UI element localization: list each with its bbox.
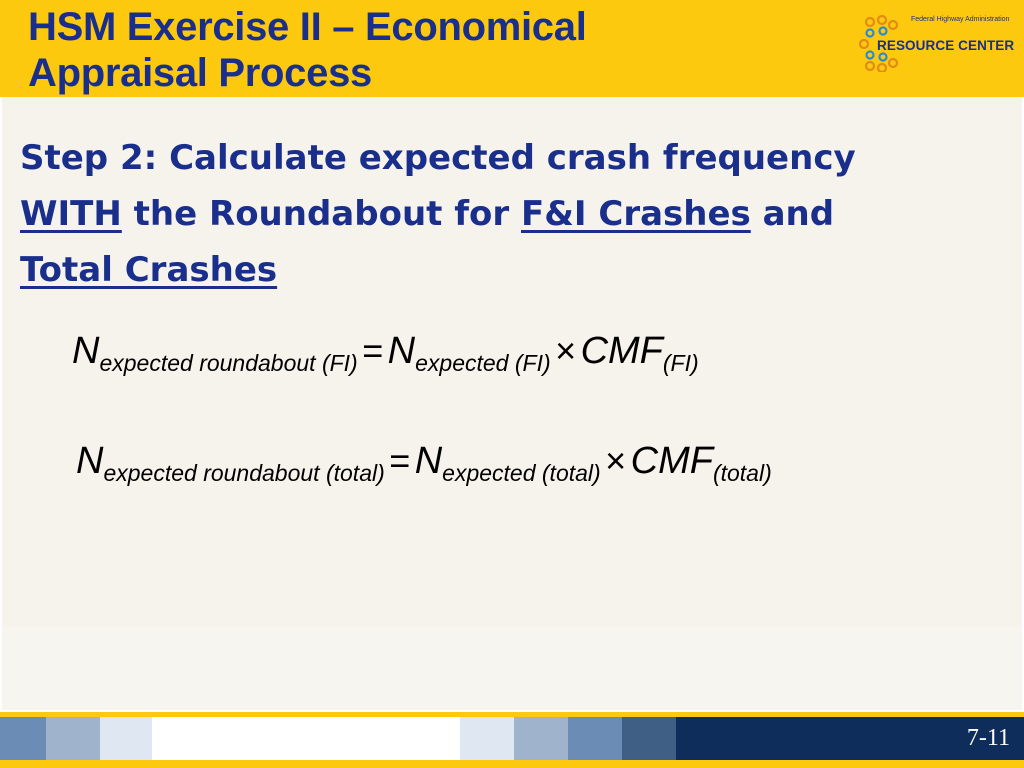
eq1-times: × — [555, 330, 577, 371]
eq1-lhs-subscript: expected roundabout (FI) — [99, 350, 358, 376]
step-fi-crashes: F&I Crashes — [521, 194, 751, 234]
page-number: 7-11 — [966, 725, 1010, 751]
footer-segment — [568, 717, 622, 760]
eq2-lhs-subscript: expected roundabout (total) — [103, 460, 385, 486]
equation-total — [76, 440, 772, 486]
eq2-lhs-symbol: N — [76, 440, 104, 482]
logo-name: RESOURCE CENTER — [877, 38, 1015, 53]
footer-rule-bottom — [0, 760, 1024, 768]
eq1-rhs-symbol: N — [387, 330, 416, 372]
footer-segment — [460, 717, 514, 760]
step-heading — [20, 130, 980, 298]
slide-title-line2: Appraisal Process — [28, 51, 372, 95]
step-mid: the Roundabout for — [133, 194, 510, 234]
fhwa-resource-center-logo — [855, 14, 1024, 78]
eq2-rhs-symbol: N — [414, 440, 443, 482]
eq2-equals: = — [389, 440, 411, 481]
step-with: WITH — [20, 194, 122, 234]
step-total-crashes: Total Crashes — [20, 250, 278, 290]
content-panel-lower — [2, 627, 1022, 710]
footer-segment — [514, 717, 568, 760]
footer-segment — [46, 717, 100, 760]
footer-segment — [622, 717, 676, 760]
eq1-equals: = — [362, 330, 384, 371]
eq2-times: × — [605, 440, 627, 481]
eq1-cmf-symbol: CMF — [580, 330, 663, 372]
footer-segment — [152, 717, 460, 760]
slide-title-line1: HSM Exercise II – Economical — [28, 5, 587, 49]
eq2-cmf-symbol: CMF — [630, 440, 713, 482]
eq2-rhs-subscript: expected (total) — [442, 460, 601, 486]
slide-title — [28, 4, 587, 96]
eq1-rhs-subscript: expected (FI) — [415, 350, 551, 376]
footer-color-bar — [0, 717, 1024, 760]
eq1-cmf-subscript: (FI) — [662, 350, 699, 376]
eq2-cmf-subscript: (total) — [712, 460, 772, 486]
footer-segment — [100, 717, 152, 760]
footer-segment — [0, 717, 46, 760]
step-and: and — [762, 194, 835, 234]
equation-fi — [72, 330, 699, 376]
step-prefix: Step 2: Calculate expected crash frequency — [20, 138, 856, 178]
logo-agency: Federal Highway Administration — [911, 16, 1010, 23]
eq1-lhs-symbol: N — [72, 330, 100, 372]
